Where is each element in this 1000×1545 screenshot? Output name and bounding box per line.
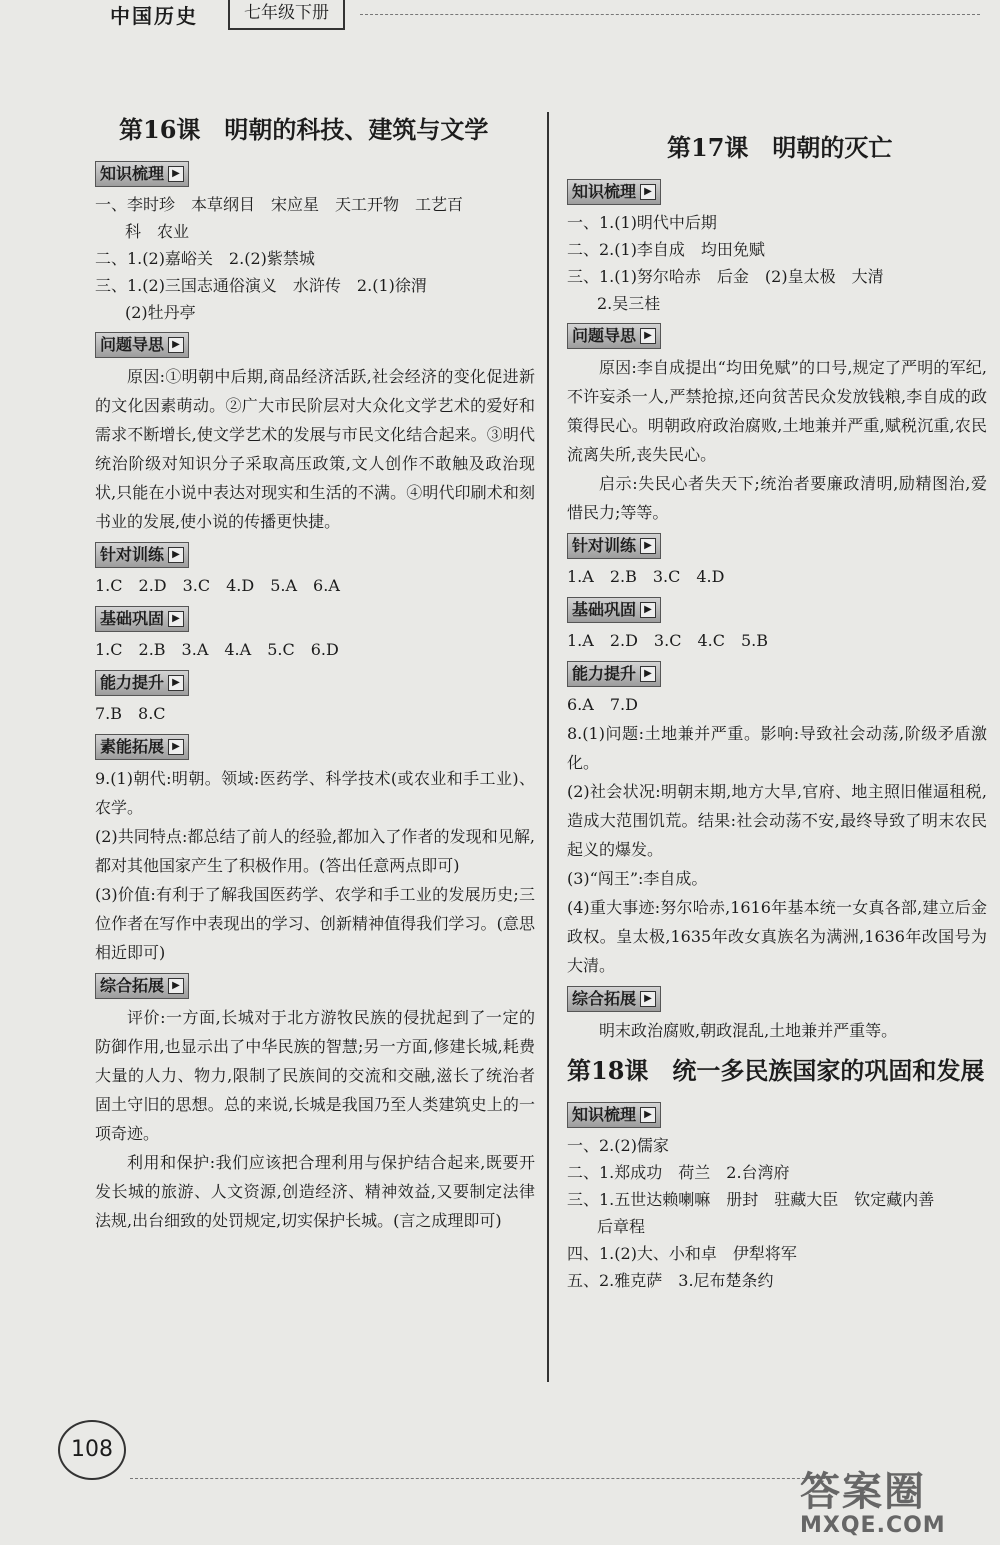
lesson16-suneng-tag <box>95 734 189 760</box>
tag-label: 知识梳理 <box>100 164 165 183</box>
answer-line: 二、1.郑成功 荷兰 2.台湾府 <box>567 1163 790 1182</box>
play-arrow-icon: ▶ <box>640 666 656 682</box>
lesson17-nengli-tag <box>567 661 661 687</box>
lesson18-zhishi-tag <box>567 1102 661 1128</box>
play-arrow-icon: ▶ <box>168 675 184 691</box>
lesson16-wenti-tag <box>95 332 189 358</box>
play-arrow-icon: ▶ <box>168 611 184 627</box>
suneng-line: (3)价值:有利于了解我国医药学、农学和手工业的发展历史;三位作者在写作中表现出的学习、创新精神值得我们学习。(意思相近即可) <box>95 885 535 962</box>
zonghe-paragraph: 利用和保护:我们应该把合理利用与保护结合起来,既要开发长城的旅游、人文资源,创造经济、精神效益,又要制定法律法规,出台细致的处罚规定,切实保护长城。(言之成理即可) <box>95 1153 535 1230</box>
answer-item: 3.C <box>653 631 682 650</box>
answer-item: 2.B <box>609 567 637 586</box>
answer-item: 1.A <box>567 567 594 586</box>
answer-item: 3.C <box>652 567 681 586</box>
header-divider <box>360 14 980 15</box>
tag-label: 素能拓展 <box>100 737 165 756</box>
answer-line: 一、1.(1)明代中后期 <box>567 213 717 232</box>
tag-label: 能力提升 <box>100 673 165 692</box>
tag-label: 针对训练 <box>572 536 637 555</box>
play-arrow-icon: ▶ <box>640 991 656 1007</box>
answer-line: 五、2.雅克萨 3.尼布楚条约 <box>567 1271 774 1290</box>
answer-item: 6.A <box>567 695 594 714</box>
lesson16-nengli-tag <box>95 670 189 696</box>
footer-divider <box>130 1478 830 1479</box>
answer-item: 4.C <box>697 631 725 650</box>
tag-label: 问题导思 <box>100 335 165 354</box>
answer-line: 三、1.(1)努尔哈赤 后金 (2)皇太极 大清 <box>567 267 884 286</box>
jichu-answers <box>95 636 535 664</box>
lesson16-zhishi-tag <box>95 161 189 187</box>
answer-item: 3.C <box>182 576 211 595</box>
answer-item: 2.B <box>138 640 166 659</box>
watermark-logo-text: 答案圈 <box>800 1469 926 1515</box>
nengli-answers <box>95 700 535 728</box>
answer-line: 三、1.(2)三国志通俗演义 水浒传 2.(1)徐渭 <box>95 276 427 295</box>
answer-item: 7.D <box>609 695 638 714</box>
wenti-paragraph: 原因:①明朝中后期,商品经济活跃,社会经济的变化促进新的文化因素萌动。②广大市民阶层对大众化文学艺术的爱好和需求不断增长,使文学艺术的发展与市民文化结合起来。③明代统治阶级对知识分子采取高压政策,文人创作不敢触及政治现状,只能在小说中表达对现实和生活的不满。④明代印刷术和刻书业的发展,使小说的传播更快捷。 <box>95 367 535 531</box>
answer-line: (2)牡丹亭 <box>125 303 196 322</box>
answer-item: 5.A <box>270 576 298 595</box>
play-arrow-icon: ▶ <box>640 1107 656 1123</box>
suneng-line: (2)共同特点:都总结了前人的经验,都加入了作者的发现和见解,都对其他国家产生了积极作用。(答出任意两点即可) <box>95 827 535 875</box>
answer-item: 5.C <box>267 640 295 659</box>
play-arrow-icon: ▶ <box>168 547 184 563</box>
answer-item: 2.D <box>609 631 638 650</box>
nengli-line: (2)社会状况:明朝末期,地方大旱,官府、地主照旧催逼租税,造成大范围饥荒。结果:社会动荡不安,最终导致了明末农民起义的爆发。 <box>567 782 987 859</box>
play-arrow-icon: ▶ <box>640 538 656 554</box>
jichu-answers <box>567 627 987 655</box>
tag-label: 针对训练 <box>100 545 165 564</box>
column-divider <box>547 112 549 1382</box>
page-number: 108 <box>58 1420 126 1480</box>
zonghe-paragraph: 评价:一方面,长城对于北方游牧民族的侵扰起到了一定的防御作用,也显示出了中华民族的智慧;另一方面,修建长城,耗费大量的人力、物力,限制了民族间的交流和交融,滋长了统治者固土守旧的思想。总的来说,长城是我国乃至人类建筑史上的一项奇迹。 <box>95 1008 535 1143</box>
answer-line: 二、2.(1)李自成 均田免赋 <box>567 240 765 259</box>
zonghe-paragraph: 明末政治腐败,朝政混乱,土地兼并严重等。 <box>599 1021 898 1040</box>
tag-label: 基础巩固 <box>572 600 637 619</box>
nengli-line: (3)“闯王”:李自成。 <box>567 869 708 888</box>
answer-line: 2.吴三桂 <box>597 294 661 313</box>
tag-label: 能力提升 <box>572 664 637 683</box>
play-arrow-icon: ▶ <box>168 978 184 994</box>
play-arrow-icon: ▶ <box>168 337 184 353</box>
answer-line: 一、2.(2)儒家 <box>567 1136 669 1155</box>
answer-item: 6.A <box>313 576 340 595</box>
answer-item: 6.D <box>310 640 339 659</box>
answer-line: 四、1.(2)大、小和卓 伊犁将军 <box>567 1244 797 1263</box>
lesson18-title: 第18课 统一多民族国家的巩固和发展 <box>567 1056 985 1085</box>
lesson16-title: 第16课 明朝的科技、建筑与文学 <box>119 115 489 144</box>
answer-line: 后章程 <box>597 1217 646 1236</box>
lesson16-jichu-tag <box>95 606 189 632</box>
page-header <box>0 0 1000 40</box>
answer-item: 1.A <box>567 631 594 650</box>
tag-label: 基础巩固 <box>100 609 165 628</box>
zhendui-answers <box>567 563 987 591</box>
zhendui-answers <box>95 572 535 600</box>
play-arrow-icon: ▶ <box>168 739 184 755</box>
answer-line: 一、李时珍 本草纲目 宋应星 天工开物 工艺百 <box>95 195 464 214</box>
lesson17-wenti-tag <box>567 323 661 349</box>
nengli-line: 8.(1)问题:土地兼并严重。影响:导致社会动荡,阶级矛盾激化。 <box>567 724 987 772</box>
tag-label: 问题导思 <box>572 326 637 345</box>
answer-item: 8.C <box>138 704 166 723</box>
lesson17-zhishi-tag <box>567 179 661 205</box>
lesson17-zonghe-tag <box>567 986 661 1012</box>
lesson17-title: 第17课 明朝的灭亡 <box>667 133 893 162</box>
answer-item: 5.B <box>740 631 768 650</box>
left-column <box>95 110 535 1235</box>
lesson17-zhendui-tag <box>567 533 661 559</box>
answer-item: 1.C <box>95 640 123 659</box>
tag-label: 知识梳理 <box>572 1105 637 1124</box>
right-column <box>567 128 987 1294</box>
lesson16-zonghe-tag <box>95 973 189 999</box>
watermark-url: MXQE.COM <box>800 1513 946 1538</box>
answer-line: 三、1.五世达赖喇嘛 册封 驻藏大臣 钦定藏内善 <box>567 1190 935 1209</box>
answer-item: 4.D <box>696 567 725 586</box>
answer-item: 1.C <box>95 576 123 595</box>
wenti-paragraph: 启示:失民心者失天下;统治者要廉政清明,励精图治,爱惜民力;等等。 <box>567 474 987 522</box>
answer-item: 4.A <box>224 640 252 659</box>
play-arrow-icon: ▶ <box>640 184 656 200</box>
answer-item: 4.D <box>226 576 255 595</box>
tag-label: 综合拓展 <box>572 989 637 1008</box>
nengli-line: (4)重大事迹:努尔哈赤,1616年基本统一女真各部,建立后金政权。皇太极,1635年改女真族名为满洲,1636年改国号为大清。 <box>567 898 987 975</box>
header-subject: 中国历史 <box>110 4 198 28</box>
lesson16-zhendui-tag <box>95 542 189 568</box>
tag-label: 知识梳理 <box>572 182 637 201</box>
header-grade: 七年级下册 <box>228 0 345 30</box>
suneng-line: 9.(1)朝代:明朝。领域:医药学、科学技术(或农业和手工业)、农学。 <box>95 769 535 817</box>
answer-item: 2.D <box>138 576 167 595</box>
play-arrow-icon: ▶ <box>640 328 656 344</box>
play-arrow-icon: ▶ <box>640 602 656 618</box>
tag-label: 综合拓展 <box>100 976 165 995</box>
watermark <box>800 1460 990 1540</box>
answer-item: 3.A <box>181 640 209 659</box>
nengli-answers <box>567 691 987 719</box>
answer-item: 7.B <box>95 704 123 723</box>
answer-line: 科 农业 <box>125 222 190 241</box>
answer-line: 二、1.(2)嘉峪关 2.(2)紫禁城 <box>95 249 315 268</box>
play-arrow-icon: ▶ <box>168 166 184 182</box>
wenti-paragraph: 原因:李自成提出“均田免赋”的口号,规定了严明的军纪,不许妄杀一人,严禁抢掠,还向贫苦民众发放钱粮,李自成的政策得民心。明朝政府政治腐败,土地兼并严重,赋税沉重,农民流离失所,丧失民心。 <box>567 358 987 464</box>
lesson17-jichu-tag <box>567 597 661 623</box>
